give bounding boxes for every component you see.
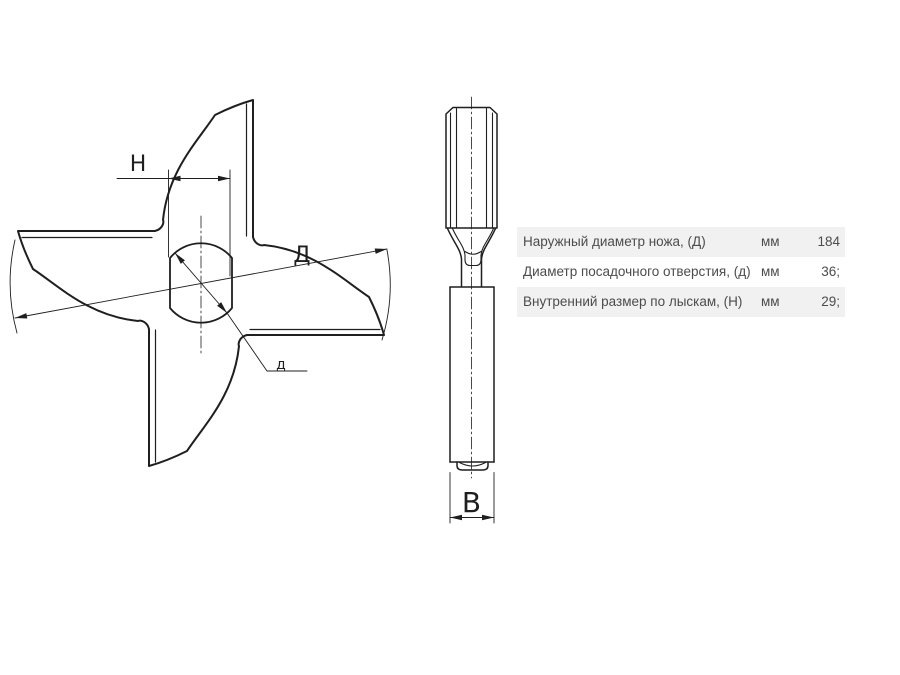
side-end-cap-inner-arc — [460, 463, 486, 467]
spec-value: 184 — [817, 234, 840, 249]
spec-name: Диаметр посадочного отверстия, (д) — [523, 264, 751, 279]
spec-table — [517, 227, 845, 317]
side-hub-inner-cup — [453, 229, 494, 266]
spec-unit: мм — [761, 264, 780, 279]
front-view — [10, 100, 390, 466]
dimension-label-flats: Н — [129, 152, 147, 177]
side-hub-cup-arc — [465, 252, 481, 255]
spec-name: Наружный диаметр ножа, (Д) — [523, 234, 706, 249]
spec-unit: мм — [761, 294, 780, 309]
spec-table-row — [517, 227, 845, 257]
side-view — [446, 97, 497, 523]
spec-unit: мм — [761, 234, 780, 249]
dimension-label-width: В — [461, 486, 482, 519]
dimension-label-outer-diameter: Д — [293, 243, 311, 268]
spec-value: 29; — [821, 294, 840, 309]
outer-diameter-arc-left — [10, 240, 17, 333]
dimension-label-hole-diameter: д — [276, 357, 286, 373]
spec-table-row — [517, 287, 845, 317]
spec-name: Внутренний размер по лыскам, (Н) — [523, 294, 743, 309]
spec-table-row — [517, 257, 845, 287]
outer-diameter-arc-right — [382, 250, 390, 340]
spec-value: 36; — [821, 264, 840, 279]
side-hub-outer-left — [448, 229, 462, 287]
